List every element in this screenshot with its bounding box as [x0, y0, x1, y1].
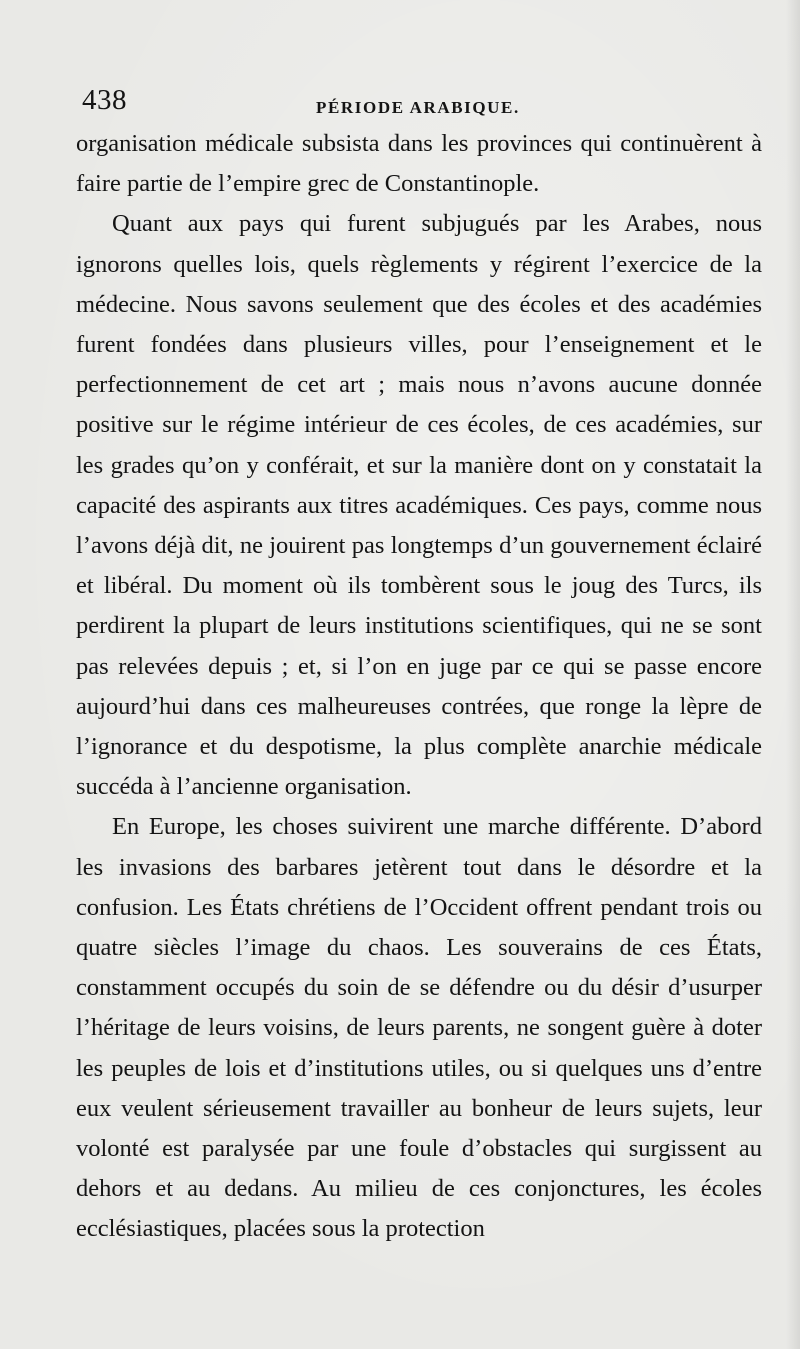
- paragraph-continuation: organisation médicale subsista dans les provinces qui continuèrent à faire partie de l’empire grec de Constantinople.: [76, 130, 762, 198]
- running-title: PÉRIODE ARABIQUE.: [316, 98, 520, 117]
- paragraph-arab-countries: Quant aux pays qui furent subjugués par les Arabes, nous ignorons quelles lois, quels règlements y régirent l’exercice de la médecine. Nous savons seulement que des écoles et des académies furent fondées dans plusieurs villes, pour l’enseignement et le perfectionnement de cet art ; mais nous n’avons aucune donnée positive sur le régime intérieur de ces écoles, de ces académies, sur les grades qu’on y conférait, et sur la manière dont on y constatait la capacité des aspirants aux titres académiques. Ces pays, comme nous l’avons déjà dit, ne jouirent pas longtemps d’un gouvernement éclairé et libéral. Du moment où ils tombèrent sous le joug des Turcs, ils perdirent la plupart de leurs institutions scientifiques, qui ne se sont pas relevées depuis ; et, si l’on en juge par ce qui se passe encore aujourd’hui dans ces malheureuses contrées, que ronge la lèpre de l’ignorance et du despotisme, la plus complète anarchie médicale succéda à l’ancienne organisation.: [76, 210, 762, 801]
- body-text: [76, 124, 762, 1250]
- running-head: [76, 78, 764, 118]
- page-number: 438: [82, 84, 127, 116]
- page-edge-shadow: [786, 0, 800, 1349]
- paragraph-europe: En Europe, les choses suivirent une marche différente. D’abord les invasions des barbares jetèrent tout dans le désordre et la confusion. Les États chrétiens de l’Occident offrent pendant trois ou quatre siècles l’image du chaos. Les souverains de ces États, constamment occupés du soin de se défendre ou du désir d’usurper l’héritage de leurs voisins, de leurs parents, ne songent guère à doter les peuples de lois et d’institutions utiles, ou si quelques uns d’entre eux veulent sérieusement travailler au bonheur de leurs sujets, leur volonté est paralysée par une foule d’obstacles qui surgissent au dehors et au dedans. Au milieu de ces conjonctures, les écoles ecclésiastiques, placées sous la protection: [76, 813, 762, 1243]
